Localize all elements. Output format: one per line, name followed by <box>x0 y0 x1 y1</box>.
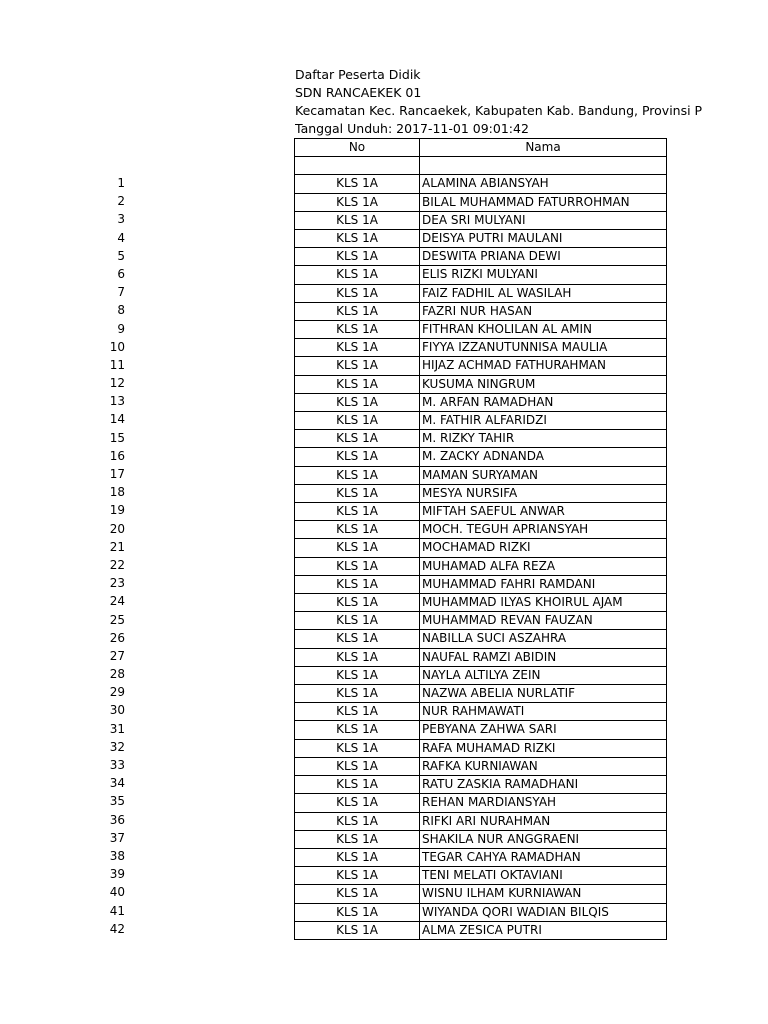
student-name-cell: RIFKI ARI NURAHMAN <box>420 812 667 830</box>
class-cell: KLS 1A <box>295 648 420 666</box>
student-name-cell: MUHAMMAD FAHRI RAMDANI <box>420 575 667 593</box>
table-header-row <box>295 139 667 157</box>
class-cell: KLS 1A <box>295 230 420 248</box>
student-name-cell: DESWITA PRIANA DEWI <box>420 248 667 266</box>
class-cell: KLS 1A <box>295 321 420 339</box>
table-row <box>295 302 667 320</box>
table-row <box>295 521 667 539</box>
row-number: 31 <box>109 721 125 736</box>
row-number: 32 <box>109 739 125 754</box>
class-cell: KLS 1A <box>295 557 420 575</box>
row-number: 34 <box>109 776 125 791</box>
table-row <box>295 375 667 393</box>
row-number: 13 <box>109 394 125 409</box>
class-cell: KLS 1A <box>295 211 420 229</box>
class-cell: KLS 1A <box>295 375 420 393</box>
student-name-cell: FAZRI NUR HASAN <box>420 302 667 320</box>
table-row <box>295 466 667 484</box>
row-number: 42 <box>109 921 125 936</box>
student-name-cell: FITHRAN KHOLILAN AL AMIN <box>420 321 667 339</box>
class-cell: KLS 1A <box>295 302 420 320</box>
table-row <box>295 357 667 375</box>
class-cell: KLS 1A <box>295 848 420 866</box>
row-number: 14 <box>109 412 125 427</box>
table-body <box>295 175 667 940</box>
student-name-cell: RAFA MUHAMAD RIZKI <box>420 739 667 757</box>
table-row <box>295 339 667 357</box>
row-number: 23 <box>109 576 125 591</box>
class-cell: KLS 1A <box>295 466 420 484</box>
table-row <box>295 739 667 757</box>
student-name-cell: M. RIZKY TAHIR <box>420 430 667 448</box>
school-name: SDN RANCAEKEK 01 <box>295 85 422 100</box>
row-number: 24 <box>109 594 125 609</box>
class-cell: KLS 1A <box>295 739 420 757</box>
table-spacer-row <box>295 157 667 175</box>
student-name-cell: NUR RAHMAWATI <box>420 703 667 721</box>
row-number: 9 <box>117 321 125 336</box>
spacer-cell <box>295 157 420 175</box>
student-name-cell: HIJAZ ACHMAD FATHURAHMAN <box>420 357 667 375</box>
row-number: 22 <box>109 557 125 572</box>
student-name-cell: PEBYANA ZAHWA SARI <box>420 721 667 739</box>
student-name-cell: SHAKILA NUR ANGGRAENI <box>420 830 667 848</box>
table-row <box>295 430 667 448</box>
table-row <box>295 230 667 248</box>
class-cell: KLS 1A <box>295 612 420 630</box>
table-row <box>295 575 667 593</box>
table-row <box>295 648 667 666</box>
table-row <box>295 848 667 866</box>
row-number: 18 <box>109 485 125 500</box>
student-name-cell: WIYANDA QORI WADIAN BILQIS <box>420 903 667 921</box>
student-name-cell: RATU ZASKIA RAMADHANI <box>420 776 667 794</box>
student-name-cell: ALMA ZESICA PUTRI <box>420 921 667 939</box>
student-name-cell: MIFTAH SAEFUL ANWAR <box>420 503 667 521</box>
table-row <box>295 248 667 266</box>
document-header <box>295 66 768 138</box>
row-number: 21 <box>109 539 125 554</box>
table-row <box>295 612 667 630</box>
class-cell: KLS 1A <box>295 885 420 903</box>
row-number: 1 <box>117 176 125 190</box>
table-row <box>295 885 667 903</box>
table-row <box>295 412 667 430</box>
location-line: Kecamatan Kec. Rancaekek, Kabupaten Kab. Bandung, Provinsi P <box>295 103 703 118</box>
table-row <box>295 703 667 721</box>
class-cell: KLS 1A <box>295 594 420 612</box>
class-cell: KLS 1A <box>295 175 420 193</box>
table-row <box>295 812 667 830</box>
student-name-cell: FIYYA IZZANUTUNNISA MAULIA <box>420 339 667 357</box>
class-cell: KLS 1A <box>295 830 420 848</box>
student-name-cell: DEA SRI MULYANI <box>420 211 667 229</box>
table-row <box>295 794 667 812</box>
class-cell: KLS 1A <box>295 867 420 885</box>
student-name-cell: RAFKA KURNIAWAN <box>420 757 667 775</box>
class-cell: KLS 1A <box>295 685 420 703</box>
class-cell: KLS 1A <box>295 703 420 721</box>
row-number: 30 <box>109 703 125 718</box>
table-row <box>295 921 667 939</box>
class-cell: KLS 1A <box>295 666 420 684</box>
class-cell: KLS 1A <box>295 812 420 830</box>
spacer-cell <box>420 157 667 175</box>
row-number: 33 <box>109 758 125 772</box>
table-row <box>295 175 667 193</box>
row-number: 35 <box>109 794 125 809</box>
student-name-cell: REHAN MARDIANSYAH <box>420 794 667 812</box>
row-number: 3 <box>117 212 125 227</box>
student-table <box>294 138 667 940</box>
student-name-cell: TEGAR CAHYA RAMADHAN <box>420 848 667 866</box>
row-number: 20 <box>109 521 125 536</box>
class-cell: KLS 1A <box>295 776 420 794</box>
row-number: 26 <box>109 630 125 645</box>
student-name-cell: TENI MELATI OKTAVIANI <box>420 867 667 885</box>
class-cell: KLS 1A <box>295 630 420 648</box>
row-number: 11 <box>109 357 125 372</box>
table-row <box>295 666 667 684</box>
table-row <box>295 903 667 921</box>
row-number: 6 <box>117 266 125 281</box>
student-name-cell: NAYLA ALTILYA ZEIN <box>420 666 667 684</box>
row-number: 12 <box>109 376 125 391</box>
student-name-cell: MUHAMMAD ILYAS KHOIRUL AJAM <box>420 594 667 612</box>
table-row <box>295 685 667 703</box>
table-row <box>295 448 667 466</box>
student-name-cell: NABILLA SUCI ASZAHRA <box>420 630 667 648</box>
class-cell: KLS 1A <box>295 448 420 466</box>
class-cell: KLS 1A <box>295 412 420 430</box>
table-row <box>295 776 667 794</box>
student-name-cell: ELIS RIZKI MULYANI <box>420 266 667 284</box>
row-number: 27 <box>109 648 125 663</box>
table-row <box>295 266 667 284</box>
class-cell: KLS 1A <box>295 539 420 557</box>
class-cell: KLS 1A <box>295 757 420 775</box>
row-number: 4 <box>117 230 125 245</box>
row-number-column <box>90 174 130 938</box>
student-name-cell: NAUFAL RAMZI ABIDIN <box>420 648 667 666</box>
table-row <box>295 557 667 575</box>
row-number: 8 <box>117 303 125 318</box>
student-name-cell: NAZWA ABELIA NURLATIF <box>420 685 667 703</box>
class-cell: KLS 1A <box>295 339 420 357</box>
class-cell: KLS 1A <box>295 248 420 266</box>
table-row <box>295 321 667 339</box>
row-number: 2 <box>117 194 125 209</box>
table-row <box>295 484 667 502</box>
row-number: 17 <box>109 467 125 481</box>
row-number: 15 <box>109 430 125 445</box>
table-row <box>295 757 667 775</box>
student-name-cell: M. FATHIR ALFARIDZI <box>420 412 667 430</box>
class-cell: KLS 1A <box>295 575 420 593</box>
class-cell: KLS 1A <box>295 521 420 539</box>
table-row <box>295 867 667 885</box>
row-number: 16 <box>109 448 125 463</box>
class-cell: KLS 1A <box>295 266 420 284</box>
table-row <box>295 721 667 739</box>
student-name-cell: ALAMINA ABIANSYAH <box>420 175 667 193</box>
row-number: 28 <box>109 667 125 682</box>
download-date: Tanggal Unduh: 2017-11-01 09:01:42 <box>295 121 529 136</box>
class-cell: KLS 1A <box>295 503 420 521</box>
student-name-cell: MOCH. TEGUH APRIANSYAH <box>420 521 667 539</box>
row-number: 5 <box>117 248 125 263</box>
row-number: 36 <box>109 812 125 827</box>
student-name-cell: WISNU ILHAM KURNIAWAN <box>420 885 667 903</box>
table-row <box>295 393 667 411</box>
class-cell: KLS 1A <box>295 357 420 375</box>
class-cell: KLS 1A <box>295 484 420 502</box>
row-number: 19 <box>109 503 125 518</box>
row-number: 38 <box>109 848 125 863</box>
table-row <box>295 630 667 648</box>
row-number: 7 <box>117 285 125 300</box>
row-number: 37 <box>109 830 125 845</box>
table-row <box>295 211 667 229</box>
row-number: 29 <box>109 685 125 700</box>
table-row <box>295 193 667 211</box>
row-number: 39 <box>109 867 125 882</box>
row-number: 25 <box>109 612 125 627</box>
row-number: 10 <box>109 339 125 354</box>
student-name-cell: MUHAMAD ALFA REZA <box>420 557 667 575</box>
student-name-cell: BILAL MUHAMMAD FATURROHMAN <box>420 193 667 211</box>
document-title: Daftar Peserta Didik <box>295 67 421 82</box>
student-name-cell: MAMAN SURYAMAN <box>420 466 667 484</box>
column-header-nama: Nama <box>420 139 667 157</box>
student-name-cell: MUHAMMAD REVAN FAUZAN <box>420 612 667 630</box>
class-cell: KLS 1A <box>295 393 420 411</box>
class-cell: KLS 1A <box>295 921 420 939</box>
class-cell: KLS 1A <box>295 430 420 448</box>
table-row <box>295 594 667 612</box>
table-row <box>295 539 667 557</box>
student-name-cell: DEISYA PUTRI MAULANI <box>420 230 667 248</box>
student-name-cell: FAIZ FADHIL AL WASILAH <box>420 284 667 302</box>
class-cell: KLS 1A <box>295 903 420 921</box>
student-name-cell: M. ZACKY ADNANDA <box>420 448 667 466</box>
row-number: 41 <box>109 903 125 918</box>
column-header-no: No <box>295 139 420 157</box>
row-number: 40 <box>109 885 125 900</box>
student-name-cell: KUSUMA NINGRUM <box>420 375 667 393</box>
class-cell: KLS 1A <box>295 193 420 211</box>
class-cell: KLS 1A <box>295 284 420 302</box>
table-row <box>295 284 667 302</box>
student-name-cell: M. ARFAN RAMADHAN <box>420 393 667 411</box>
student-name-cell: MOCHAMAD RIZKI <box>420 539 667 557</box>
class-cell: KLS 1A <box>295 721 420 739</box>
table-row <box>295 830 667 848</box>
table-row <box>295 503 667 521</box>
class-cell: KLS 1A <box>295 794 420 812</box>
student-name-cell: MESYA NURSIFA <box>420 484 667 502</box>
